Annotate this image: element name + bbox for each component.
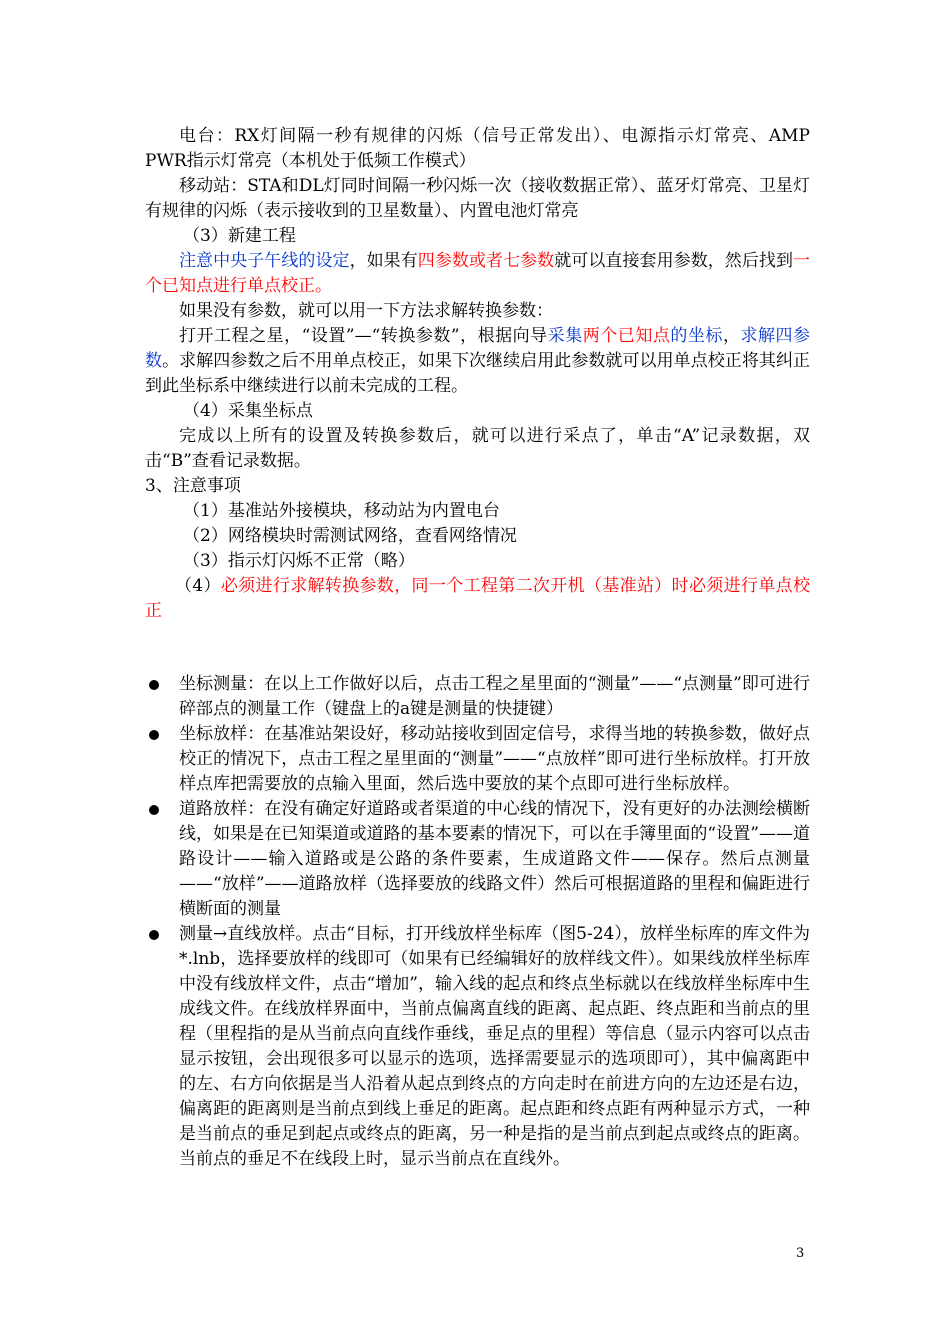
meridian-note-paragraph: 注意中央子午线的设定，如果有四参数或者七参数就可以直接套用参数，然后找到一个已知点进行单点校正。 bbox=[145, 251, 811, 296]
collect-points-paragraph: 完成以上所有的设置及转换参数后，就可以进行采点了，单击“A”记录数据，双击“B”查看记录数据。 bbox=[145, 426, 810, 471]
list-item: 测量→直线放样。点击“目标，打开线放样坐标库（图5-24），放样坐标库的库文件为*.lnb，选择要放样的线即可（如果有已经编辑好的放样线文件）。如果线放样坐标库中没有线放样文件，点击“增加”，输入线的起点和终点坐标就以在线放样坐标库中生成线文件。在线放样界面中，当前点偏离直线的距离、起点距、终点距和当前点的里程（里程指的是从当前点向直线作垂线，垂足点的里程）等信息（显示内容可以点击显示按钮，会出现很多可以显示的选项，选择需要显示的选项即可），其中偏离距中的左、右方向依据是当人沿着从起点到终点的方向走时在前进方向的左边还是右边，偏离距的距离则是当前点到线上垂足的距离。起点距和终点距有两种显示方式，一种是当前点的垂足到起点或终点的距离，另一种是指的是当前点到起点或终点的距离。当前点的垂足不在线段上时，显示当前点在直线外。 bbox=[145, 922, 810, 1172]
single-point-highlight: 一个已知点进行单点校正。 bbox=[145, 251, 811, 296]
parameters-highlight: 四参数或者七参数 bbox=[417, 251, 555, 271]
list-item: 坐标测量：在以上工作做好以后，点击工程之星里面的“测量”——“点测量”即可进行碎部点的测量工作（键盘上的a键是测量的快捷键） bbox=[145, 672, 810, 722]
bullet-icon bbox=[149, 730, 159, 740]
bullet-icon bbox=[149, 680, 159, 690]
list-item: 坐标放样：在基准站架设好，移动站接收到固定信号，求得当地的转换参数，做好点校正的情况下，点击工程之星里面的“测量”——“点放样”即可进行坐标放样。打开放样点库把需要放的点输入里面，然后选中要放的某个点即可进行坐标放样。 bbox=[145, 722, 810, 797]
note-item-1: （1）基准站外接模块，移动站为内置电台 bbox=[183, 501, 500, 521]
top-section bbox=[145, 124, 810, 624]
page-number: 3 bbox=[796, 1246, 805, 1261]
project-star-paragraph: 打开工程之星，“设置”—“转换参数”，根据向导采集两个已知点的坐标，求解四参数。求解四参数之后不用单点校正，如果下次继续启用此参数就可以用单点校正将其纠正到此坐标系中继续进行以前未完成的工程。 bbox=[145, 326, 811, 396]
list-item: 道路放样：在没有确定好道路或者渠道的中心线的情况下，没有更好的办法测绘横断线，如果是在已知渠道或道路的基本要素的情况下，可以在手簿里面的“设置”——道路设计——输入道路或是公路的条件要素，生成道路文件——保存。然后点测量——“放样”——道路放样（选择要放的线路文件）然后可根据道路的里程和偏距进行横断面的测量 bbox=[145, 797, 810, 922]
new-project-heading: （3）新建工程 bbox=[183, 226, 296, 246]
note-item-3: （3）指示灯闪烁不正常（略） bbox=[183, 551, 415, 571]
radio-status-paragraph: 电台：RX灯间隔一秒有规律的闪烁（信号正常发出）、电源指示灯常亮、AMP PWR指示灯常亮（本机处于低频工作模式） bbox=[145, 126, 810, 171]
notes-heading: 3、注意事项 bbox=[145, 476, 241, 496]
bullet-icon bbox=[149, 930, 159, 940]
meridian-note-text: 注意中央子午线的设定 bbox=[179, 251, 350, 271]
rover-status-paragraph: 移动站：STA和DL灯同时间隔一秒闪烁一次（接收数据正常）、蓝牙灯常亮、卫星灯有规律的闪烁（表示接收到的卫星数量）、内置电池灯常亮 bbox=[145, 176, 810, 221]
note-item-4: （4）必须进行求解转换参数，同一个工程第二次开机（基准站）时必须进行单点校正 bbox=[145, 576, 810, 621]
bullet-list bbox=[145, 672, 810, 1172]
collect-points-heading: （4）采集坐标点 bbox=[183, 401, 313, 421]
bullet-icon bbox=[149, 805, 159, 815]
note-item-2: （2）网络模块时需测试网络，查看网络情况 bbox=[183, 526, 517, 546]
no-parameters-paragraph: 如果没有参数，就可以用一下方法求解转换参数： bbox=[179, 301, 553, 321]
